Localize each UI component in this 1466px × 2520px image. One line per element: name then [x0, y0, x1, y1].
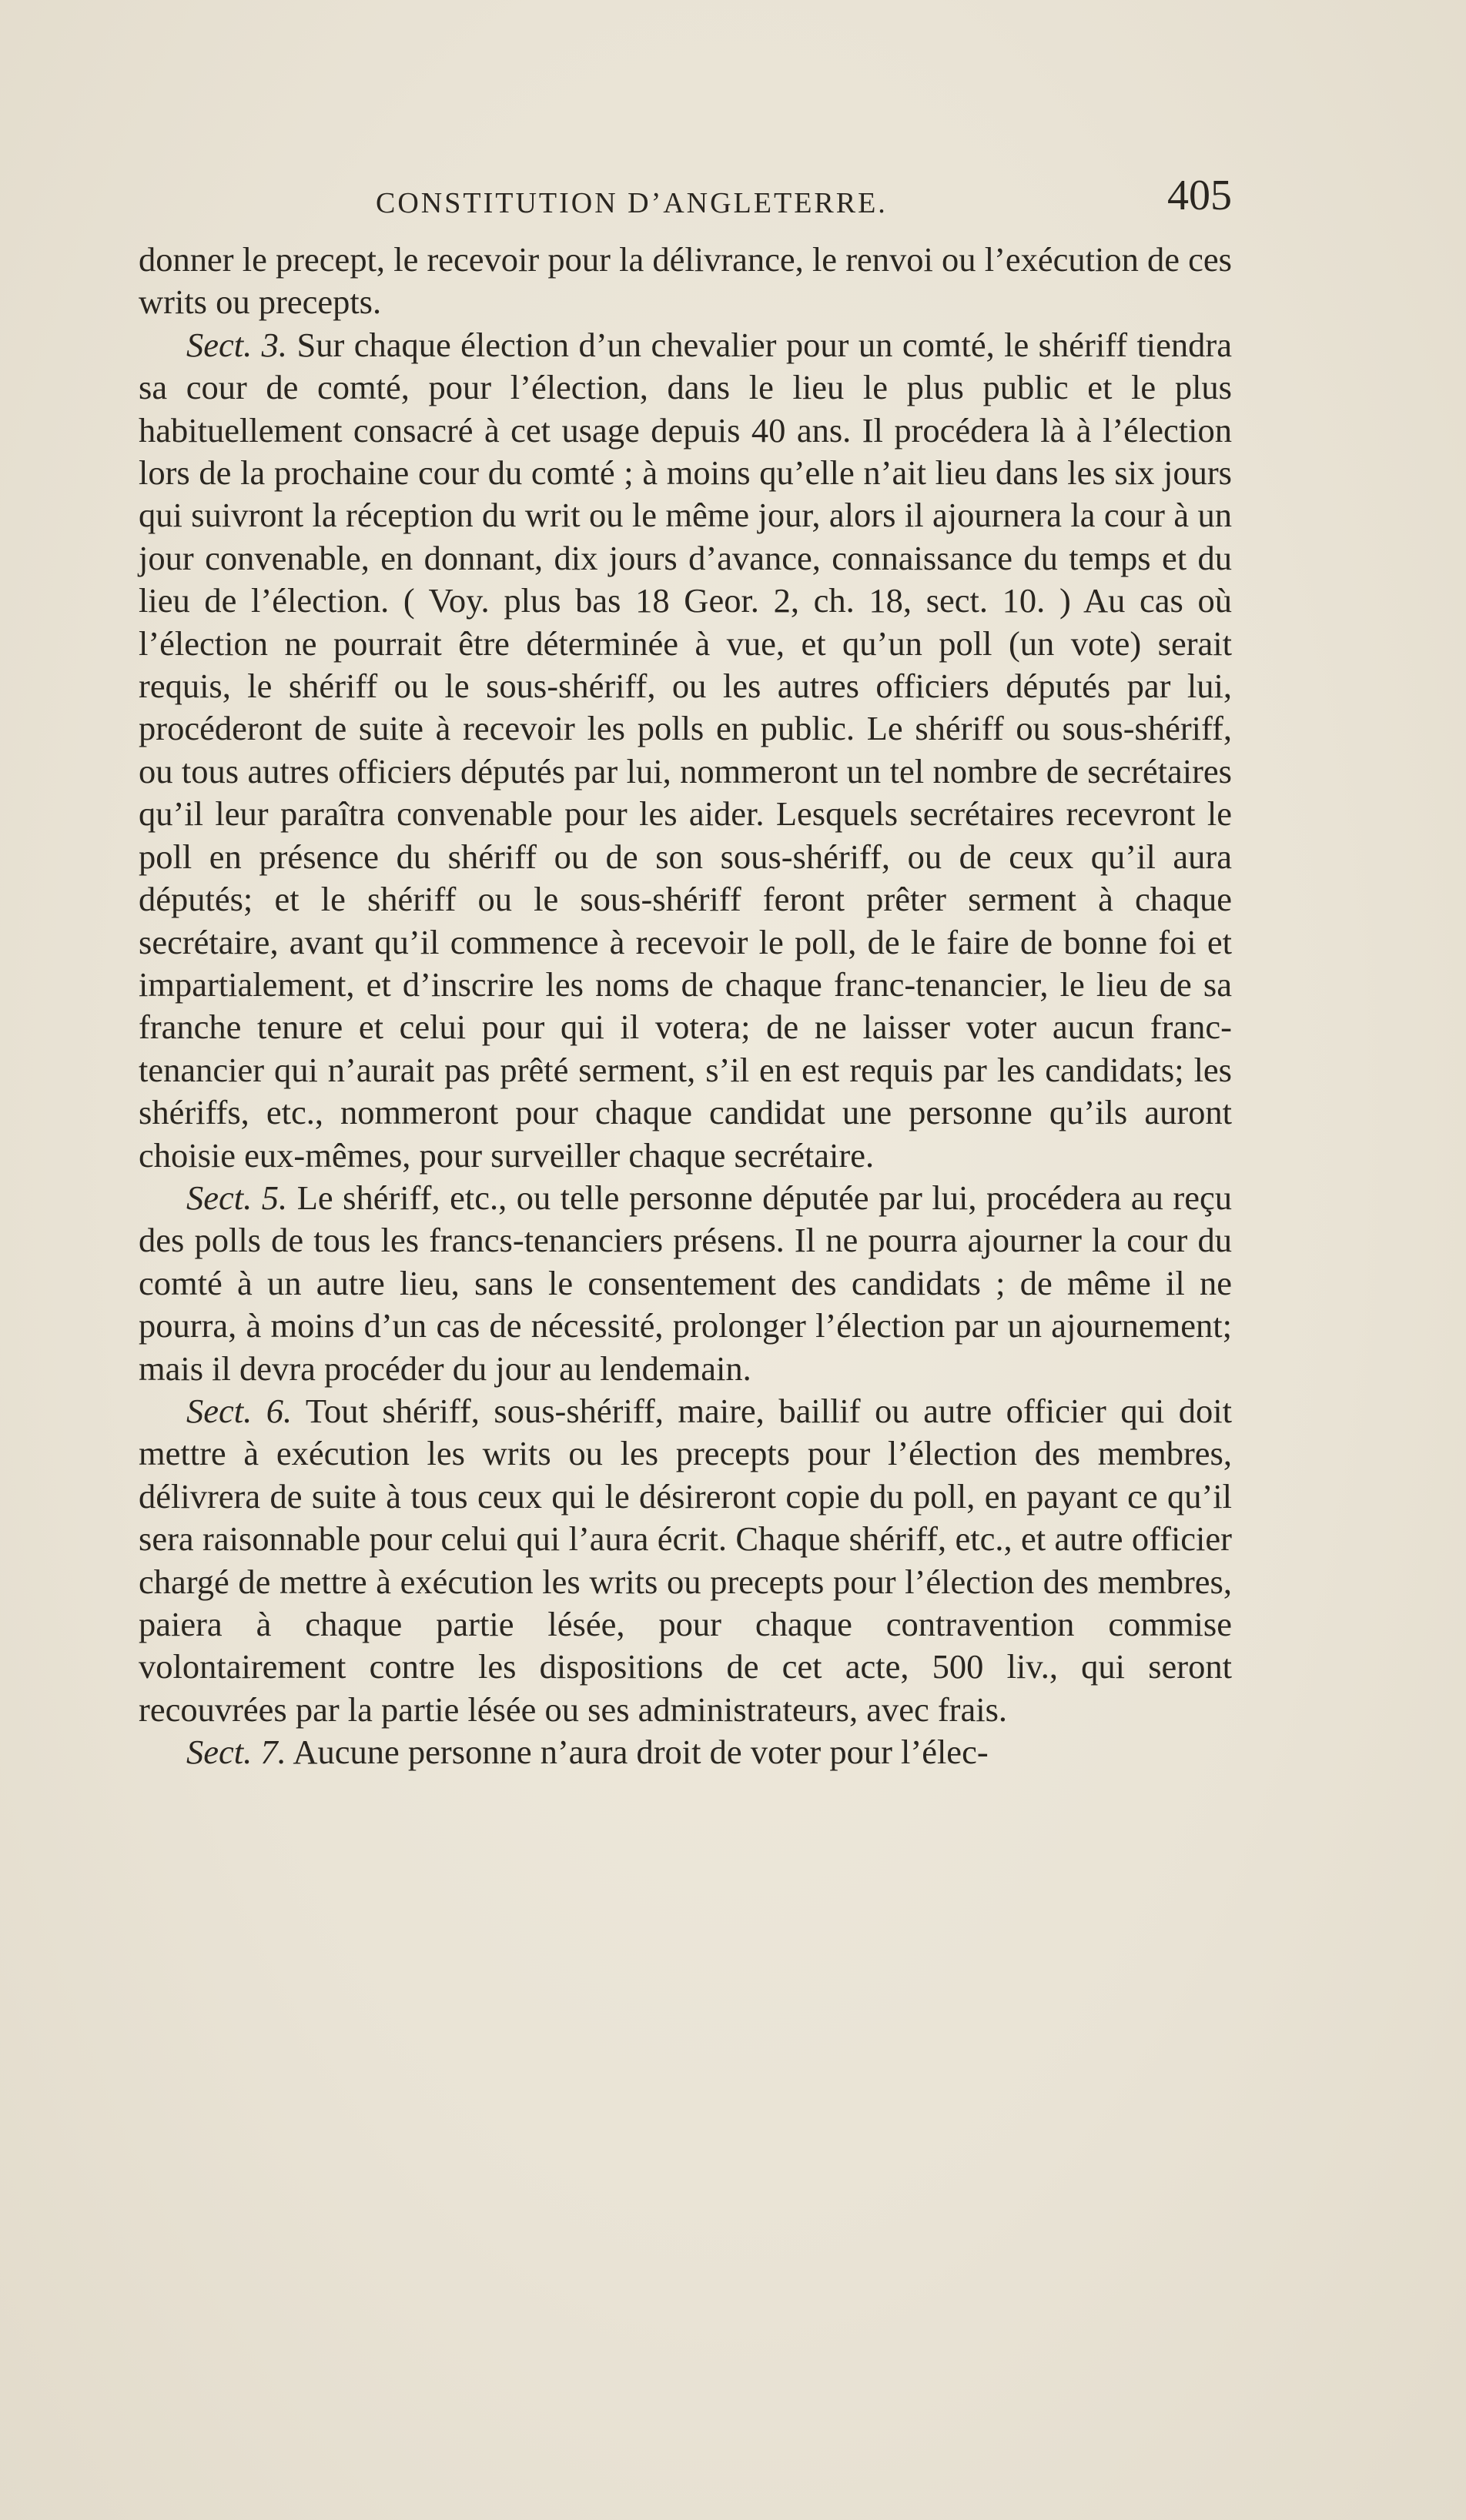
paragraph-sect-6	[139, 1390, 1232, 1731]
paragraph-text: Sur chaque élection d’un chevalier pour un comté, le shériff tiendra sa cour de comté, pour l’élection, dans le lieu le plus public et le plus habituellement consacré à cet usage depuis 40 ans. Il procédera là à l’élection lors de la prochaine cour du comté ; à moins qu’elle n’ait lieu dans les six jours qui suivront la réception du writ ou le même jour, alors il ajournera la cour à un jour convenable, en donnant, dix jours d’avance, connaissance du temps et du lieu de l’élection. ( Voy. plus bas 18 Geor. 2, ch. 18, sect. 10. ) Au cas où l’élection ne pourrait être déterminée à vue, et qu’un poll (un vote) serait requis, le shériff ou le sous-shériff, ou les autres officiers députés par lui, procéderont de suite à recevoir les polls en public. Le shériff ou sous-shériff, ou tous autres officiers députés par lui, nommeront un tel nombre de secrétaires qu’il leur paraîtra convenable pour les aider. Lesquels secrétaires recevront le poll en présence du shériff ou de son sous-shériff, ou de ceux qu’il aura députés; et le shériff ou le sous-shériff feront prêter serment à chaque secrétaire, avant qu’il commence à recevoir le poll, de le faire de bonne foi et impartialement, et d’inscrire les noms de chaque franc-tenancier, le lieu de sa franche tenure et celui pour qui il votera; de ne laisser voter aucun franc-tenancier qui n’aurait pas prêté serment, s’il en est requis par les candidats; les shériffs, etc., nommeront pour chaque candidat une personne qu’ils auront choisie eux-mêmes, pour surveiller chaque secrétaire.	[139, 325, 1232, 1175]
page-header	[139, 171, 1232, 225]
paragraph-text: Le shériff, etc., ou telle personne députée par lui, procédera au reçu des polls de tous les francs-tenanciers présens. Il ne pourra ajourner la cour du comté à un autre lieu, sans le consentement des candidats ; de même il ne pourra, à moins d’un cas de nécessité, prolonger l’élection par un ajournement; mais il devra procéder du jour au lendemain.	[139, 1178, 1233, 1388]
paragraph-sect-3	[139, 324, 1232, 1177]
running-head: CONSTITUTION D’ANGLETERRE.	[376, 187, 888, 219]
section-label: Sect. 6.	[186, 1391, 293, 1430]
body-text	[139, 239, 1232, 1774]
paragraph-continuation	[139, 239, 1232, 324]
section-label: Sect. 5.	[186, 1178, 288, 1217]
paragraph-sect-5	[139, 1177, 1232, 1390]
section-label: Sect. 7.	[186, 1733, 286, 1772]
paragraph-text: Aucune personne n’aura droit de voter pour l’élec-	[293, 1733, 989, 1772]
paragraph-text: donner le precept, le recevoir pour la délivrance, le renvoi ou l’exécution de ces writs ou precepts.	[139, 240, 1232, 322]
paragraph-text: Tout shériff, sous-shériff, maire, baillif ou autre officier qui doit mettre à exécution les writs ou les precepts pour l’élection des membres, délivrera de suite à tous ceux qui le désireront copie du poll, en payant ce qu’il sera raisonnable pour celui qui l’aura écrit. Chaque shériff, etc., et autre officier chargé de mettre à exécution les writs ou precepts pour l’élection des membres, paiera à chaque partie lésée, pour chaque contravention commise volontairement contre les dispositions de cet acte, 500 liv., qui seront recouvrées par la partie lésée ou ses administrateurs, avec frais.	[139, 1391, 1232, 1729]
paragraph-sect-7	[139, 1731, 1232, 1773]
page-number: 405	[1167, 172, 1232, 219]
section-label: Sect. 3.	[186, 325, 288, 364]
